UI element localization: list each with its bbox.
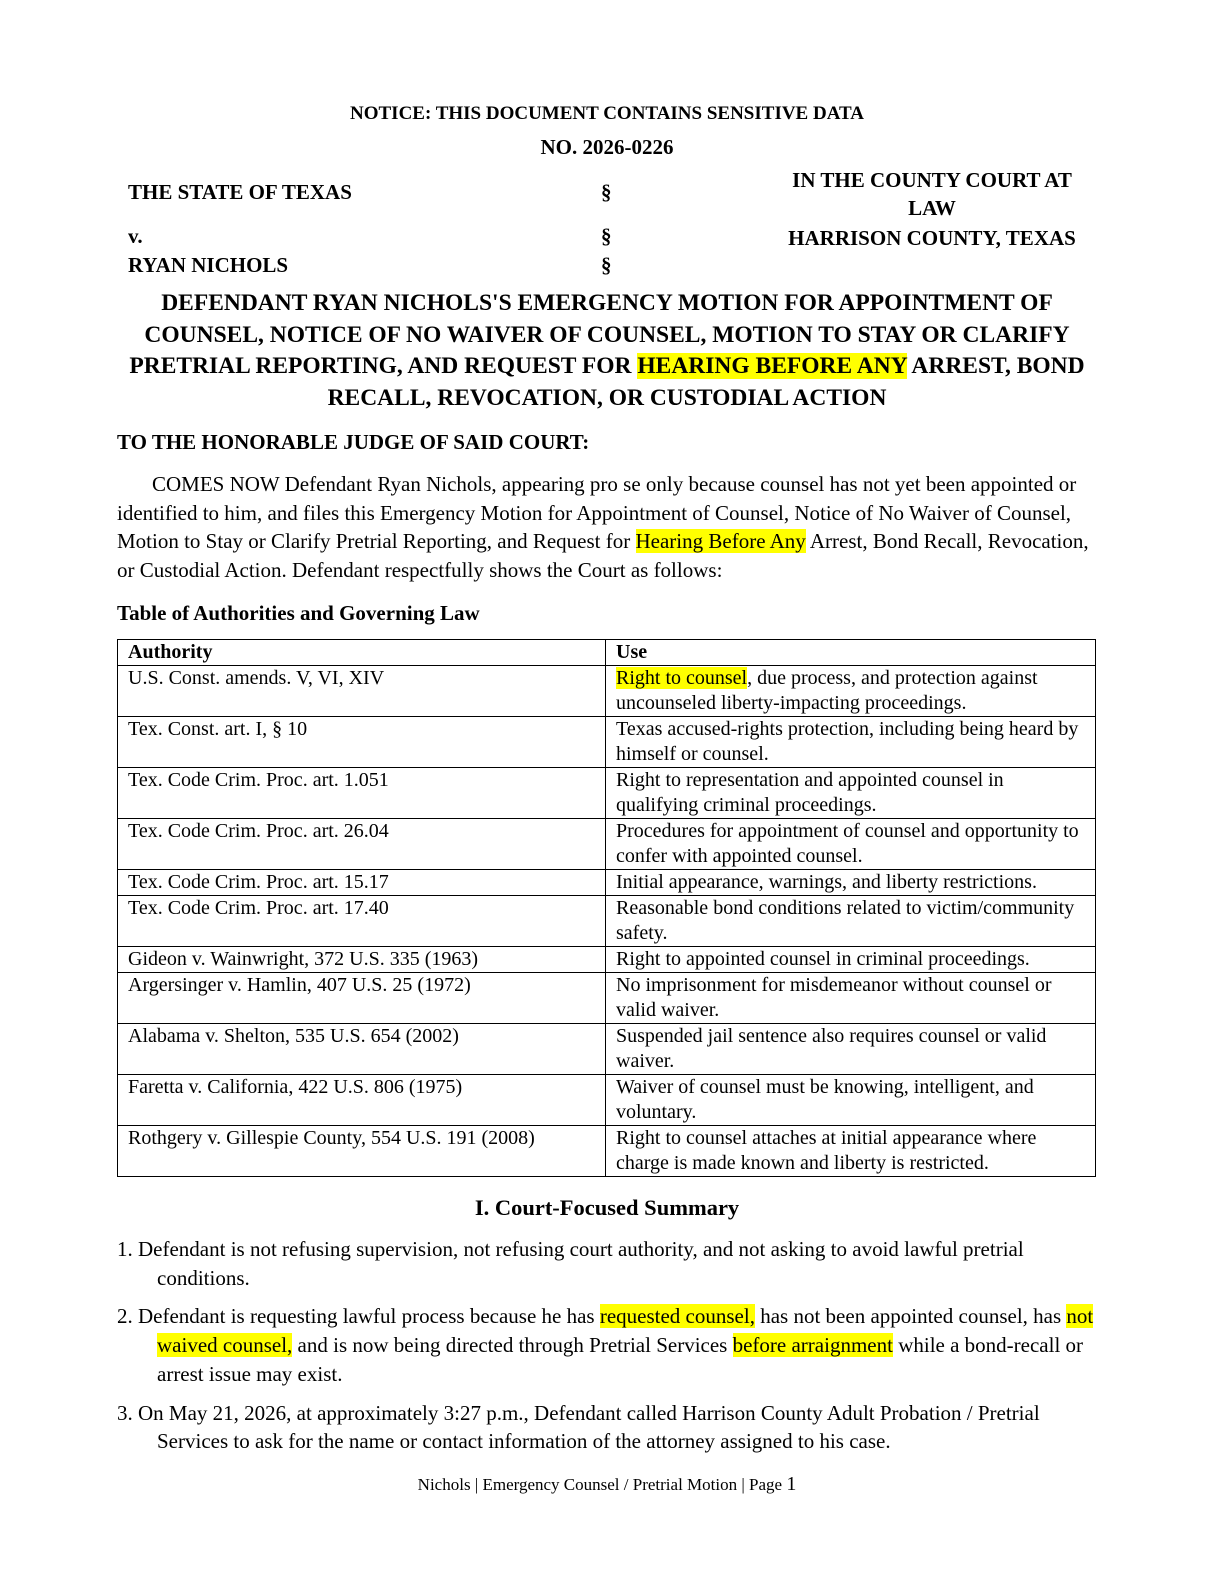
caption-versus: v. [128, 224, 143, 248]
table-row [118, 973, 1096, 1024]
table-row [118, 896, 1096, 947]
use-cell: Procedures for appointment of counsel and opportunity to confer with appointed counsel. [606, 819, 1096, 870]
authorities-heading: Table of Authorities and Governing Law [117, 601, 480, 625]
page-footer [117, 1473, 1097, 1496]
intro-paragraph [117, 470, 1097, 585]
list-item-text: while a bond-recall or arrest issue may exist. [157, 1333, 1084, 1386]
table-row [118, 870, 1096, 896]
intro-text: Arrest, Bond Recall, Revocation, or Custodial Action. Defendant respectfully shows the Court as follows: [117, 529, 1089, 583]
caption-court: IN THE COUNTY COURT AT LAW [792, 168, 1072, 220]
table-header-row [118, 640, 1096, 666]
list-item-text: 2. Defendant is requesting lawful process because he has [117, 1304, 595, 1329]
list-item-text: has not been appointed counsel, has [760, 1304, 1062, 1329]
use-cell: No imprisonment for misdemeanor without counsel or valid waiver. [606, 973, 1096, 1024]
caption-defendant: RYAN NICHOLS [128, 253, 289, 277]
authority-cell: Tex. Const. art. I, § 10 [118, 717, 606, 768]
column-header-use: Use [606, 640, 1096, 666]
page-number: 1 [786, 1473, 797, 1495]
list-item-text: and is now being directed through Pretrial Services [297, 1333, 728, 1358]
list-item: 1. Defendant is not refusing supervision, not refusing court authority, and not asking to avoid lawful pretrial conditions. [117, 1237, 1024, 1290]
caption-county: HARRISON COUNTY, TEXAS [788, 226, 1076, 250]
table-row [118, 947, 1096, 973]
use-cell: Suspended jail sentence also requires counsel or valid waiver. [606, 1024, 1096, 1075]
use-text: , due process, and protection against uncounseled liberty-impacting proceedings. [616, 667, 1038, 714]
motion-title [117, 288, 1097, 414]
table-row [118, 768, 1096, 819]
authority-cell: Faretta v. California, 422 U.S. 806 (1975) [118, 1075, 606, 1126]
authority-cell: Tex. Code Crim. Proc. art. 1.051 [118, 768, 606, 819]
highlighted-text: before arraignment [732, 1333, 893, 1358]
highlighted-text: Hearing Before Any [635, 529, 806, 554]
authority-cell: Argersinger v. Hamlin, 407 U.S. 25 (1972) [118, 973, 606, 1024]
section-symbol: § [601, 253, 612, 277]
highlighted-text: requested counsel, [599, 1304, 755, 1329]
motion-title-text: ARREST, BOND RECALL, REVOCATION, OR CUSTODIAL ACTION [327, 353, 1085, 411]
use-cell [606, 666, 1096, 717]
table-row [118, 717, 1096, 768]
table-row [118, 1075, 1096, 1126]
use-cell: Reasonable bond conditions related to victim/community safety. [606, 896, 1096, 947]
use-cell: Waiver of counsel must be knowing, intelligent, and voluntary. [606, 1075, 1096, 1126]
authority-cell: Tex. Code Crim. Proc. art. 26.04 [118, 819, 606, 870]
intro-text: COMES NOW Defendant Ryan Nichols, appearing pro se only because counsel has not yet been appointed or identified to him, and files this Emergency Motion for Appointment of Counsel, Notice of No Waiver of Counsel, Motion to Stay or Clarify Pretrial Reporting, and Request for [117, 472, 1077, 554]
section-heading: I. Court-Focused Summary [474, 1195, 740, 1220]
use-cell: Texas accused-rights protection, including being heard by himself or counsel. [606, 717, 1096, 768]
highlighted-text: Right to counsel [616, 667, 748, 689]
list-item [117, 1302, 1097, 1388]
sensitive-data-notice: NOTICE: THIS DOCUMENT CONTAINS SENSITIVE DATA [350, 103, 864, 124]
section-symbol: § [601, 224, 612, 248]
authority-cell: Rothgery v. Gillespie County, 554 U.S. 191 (2008) [118, 1126, 606, 1177]
column-header-authority: Authority [118, 640, 606, 666]
authority-cell: Gideon v. Wainwright, 372 U.S. 335 (1963) [118, 947, 606, 973]
motion-title-text: DEFENDANT RYAN NICHOLS'S EMERGENCY MOTION FOR APPOINTMENT OF COUNSEL, NOTICE OF NO WAIVER OF COUNSEL, MOTION TO STAY OR CLARIFY PRETRIAL REPORTING, AND REQUEST FOR [129, 290, 1070, 379]
highlighted-text: not waived counsel, [157, 1304, 1094, 1358]
summary-list [117, 1235, 1097, 1466]
footer-text: Nichols | Emergency Counsel / Pretrial Motion | Page [417, 1475, 783, 1494]
salutation: TO THE HONORABLE JUDGE OF SAID COURT: [117, 430, 590, 454]
authority-cell: Tex. Code Crim. Proc. art. 15.17 [118, 870, 606, 896]
case-number: NO. 2026-0226 [540, 135, 674, 159]
section-symbol: § [601, 180, 612, 204]
table-row [118, 666, 1096, 717]
use-cell: Initial appearance, warnings, and liberty restrictions. [606, 870, 1096, 896]
table-row [118, 819, 1096, 870]
caption-plaintiff: THE STATE OF TEXAS [128, 180, 352, 204]
authorities-table [117, 639, 1096, 1177]
table-row [118, 1024, 1096, 1075]
authority-cell: Alabama v. Shelton, 535 U.S. 654 (2002) [118, 1024, 606, 1075]
use-cell: Right to appointed counsel in criminal proceedings. [606, 947, 1096, 973]
authority-cell: U.S. Const. amends. V, VI, XIV [118, 666, 606, 717]
list-item: 3. On May 21, 2026, at approximately 3:27 p.m., Defendant called Harrison County Adult Probation / Pretrial Services to ask for the name or contact information of the attorney assigned to his case. [117, 1400, 1040, 1454]
authority-cell: Tex. Code Crim. Proc. art. 17.40 [118, 896, 606, 947]
highlighted-text: HEARING BEFORE ANY [637, 353, 907, 379]
use-cell: Right to counsel attaches at initial appearance where charge is made known and liberty is restricted. [606, 1126, 1096, 1177]
table-row [118, 1126, 1096, 1177]
use-cell: Right to representation and appointed counsel in qualifying criminal proceedings. [606, 768, 1096, 819]
